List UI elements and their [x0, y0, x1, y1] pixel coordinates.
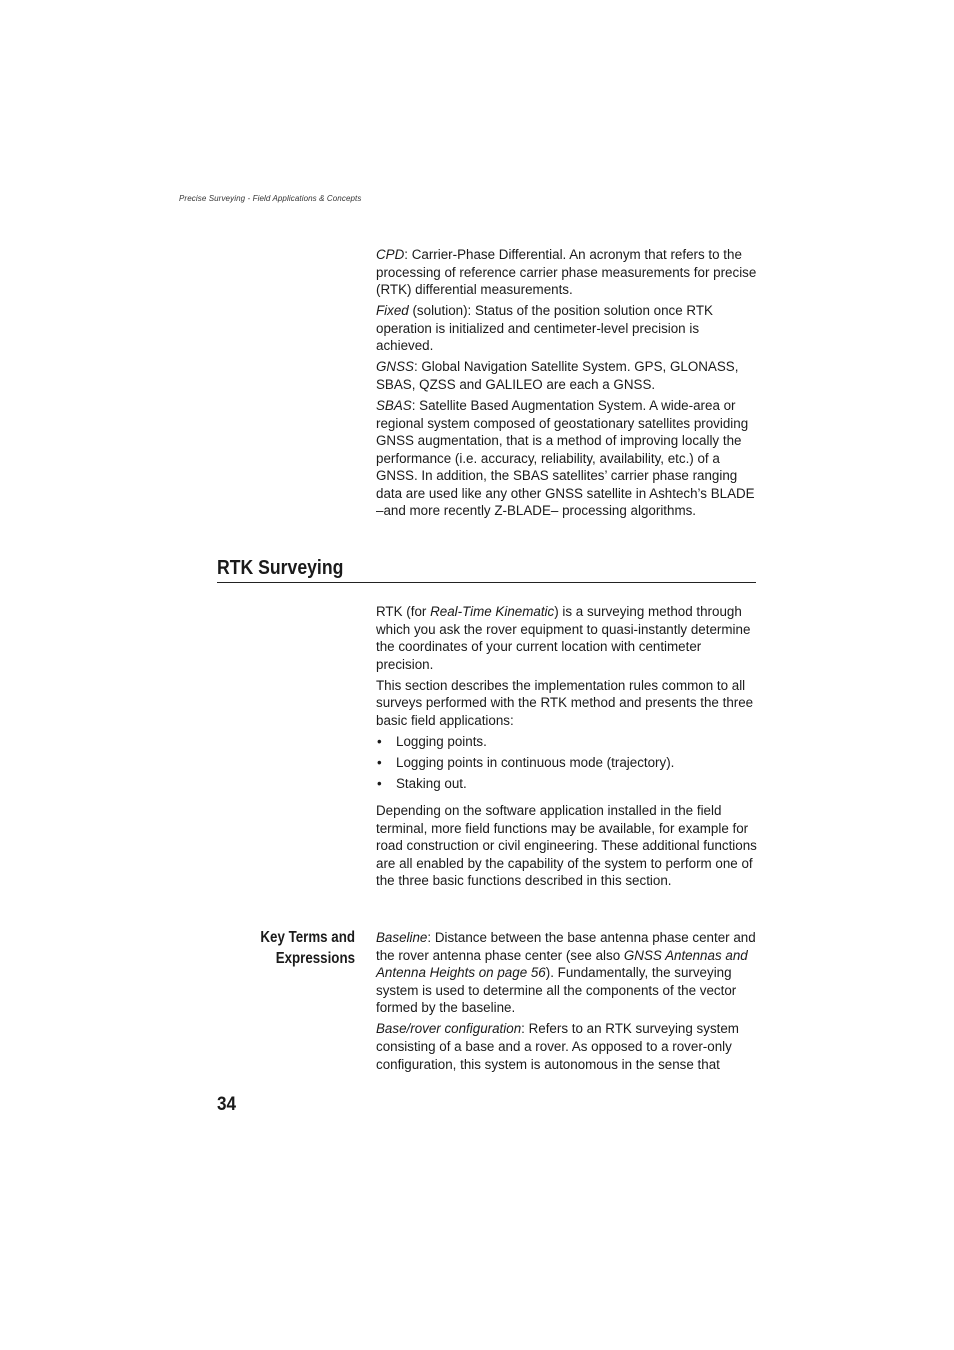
key-terms-body — [376, 929, 758, 1077]
glossary-term: Fixed — [376, 303, 409, 319]
glossary-definition: : Global Navigation Satellite System. GPS, GLONASS, SBAS, QZSS and GALILEO are each a GNSS. — [376, 359, 739, 392]
rtk-paragraph-3: Depending on the software application installed in the field terminal, more field functions may be available, for example for road construction or civil engineering. These additional functions are all enabled by the capability of the system to perform one of the three basic functions described in this section. — [376, 803, 757, 889]
rtk-intro-paragraph — [376, 603, 758, 673]
page-number-text: 34 — [217, 1094, 237, 1115]
rtk-section-body — [376, 603, 758, 893]
field-applications-list — [376, 733, 758, 792]
glossary-definition: : Carrier-Phase Differential. An acronym that refers to the processing of reference carrier phase measurements for precise (RTK) differential measurements. — [376, 247, 757, 298]
section-title — [217, 555, 756, 583]
glossary-entry-sbas — [376, 397, 758, 520]
glossary-block — [376, 246, 758, 523]
list-item: • Staking out. — [376, 775, 758, 793]
glossary-term: CPD — [376, 247, 405, 262]
key-terms-heading-line1: Key Terms and — [260, 929, 355, 946]
page-number — [217, 1093, 238, 1117]
key-term-name: Baseline — [376, 930, 428, 945]
key-terms-heading — [200, 927, 355, 969]
glossary-entry-cpd — [376, 246, 758, 299]
section-title-text: RTK Surveying — [217, 556, 344, 579]
glossary-definition: (solution): Status of the position solution once RTK operation is initialized and centimeter-level precision is achieved. — [376, 303, 713, 354]
key-term-definition: : Distance between the base antenna phase center and the rover antenna phase center (see also — [376, 930, 756, 963]
rtk-intro-prefix: RTK (for — [376, 604, 431, 619]
key-term-baseline — [376, 929, 758, 1017]
list-item: • Logging points. — [376, 733, 758, 751]
key-term-definition: : Refers to an RTK surveying system consisting of a base and a rover. As opposed to a rover-only configuration, this system is autonomous in the sense that — [376, 1021, 739, 1072]
glossary-entry-gnss — [376, 358, 758, 393]
key-term-name: Base/rover configuration — [376, 1021, 522, 1037]
glossary-entry-fixed — [376, 302, 758, 355]
glossary-definition: : Satellite Based Augmentation System. A wide-area or regional system composed of geostationary satellites providing GNSS augmentation, that is a method of improving locally the performance (i.e. accuracy, reliability, availability, etc.) of a GNSS. In addition, the SBAS satellites’ carrier phase ranging data are used like any other GNSS satellite in Ashtech’s BLADE –and more recently Z-BLADE– processing algorithms. — [376, 397, 755, 519]
glossary-term: SBAS — [376, 397, 412, 413]
cross-reference: GNSS Antennas and Antenna Heights on page 56 — [376, 947, 748, 981]
running-header: Precise Surveying - Field Applications & Concepts — [179, 194, 362, 203]
list-item: • Logging points in continuous mode (trajectory). — [376, 754, 758, 772]
glossary-term: GNSS — [376, 359, 414, 375]
key-term-base-rover — [376, 1020, 758, 1073]
key-term-definition: ). Fundamentally, the surveying system is used to determine all the components of the vector formed by the baseline. — [376, 965, 737, 1016]
rtk-paragraph-2: This section describes the implementation rules common to all surveys performed with the RTK method and presents the three basic field applications: — [376, 677, 754, 728]
rtk-intro-suffix: ) is a surveying method through which you ask the rover equipment to quasi-instantly determine the coordinates of your current location with centimeter precision. — [376, 604, 751, 672]
rtk-intro-emphasis: Real-Time Kinematic — [430, 604, 555, 619]
key-terms-heading-line2: Expressions — [275, 950, 355, 967]
